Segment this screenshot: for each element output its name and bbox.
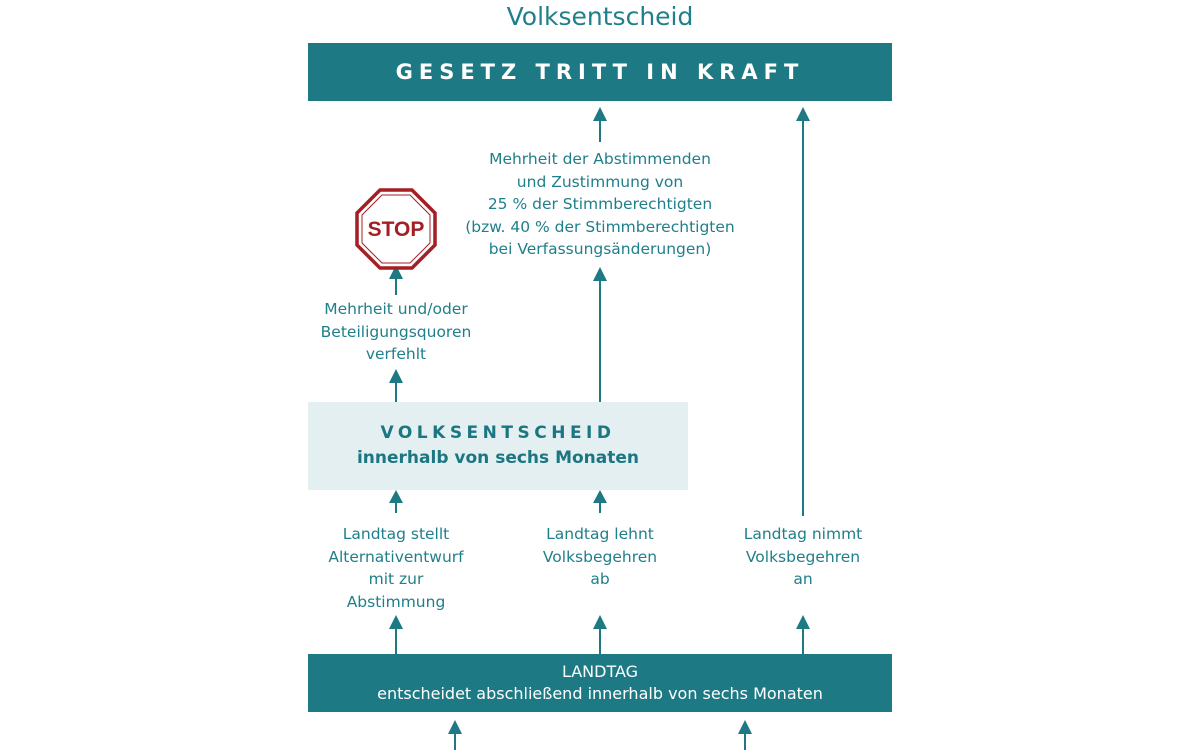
option-line: Landtag nimmt xyxy=(743,525,863,543)
arrow-accept-to-law xyxy=(796,107,810,516)
arrow-landtag-to-accept xyxy=(796,615,810,654)
condition-pass-line: und Zustimmung von xyxy=(516,172,684,191)
referendum-box xyxy=(308,402,688,490)
arrow-input-right xyxy=(738,720,752,750)
arrow-referendum-to-fail xyxy=(389,369,403,402)
arrow-alternative-to-referendum xyxy=(389,490,403,513)
option-line: Volksbegehren xyxy=(745,547,861,566)
option-line: Abstimmung xyxy=(346,592,446,611)
arrow-landtag-to-alternative xyxy=(389,615,403,654)
landtag-box xyxy=(308,654,892,712)
condition-pass-line: bei Verfassungsänderungen) xyxy=(488,240,712,258)
law-enters-force-label: GESETZ TRITT IN KRAFT xyxy=(395,60,805,84)
arrow-pass-to-law xyxy=(593,107,607,142)
landtag-heading: LANDTAG xyxy=(561,662,639,681)
diagram-title: Volksentscheid xyxy=(506,2,694,31)
stop-sign-label: STOP xyxy=(367,218,425,241)
option-reject xyxy=(500,523,700,591)
option-line: Alternativentwurf xyxy=(328,547,464,566)
option-line: ab xyxy=(590,570,610,588)
arrow-reject-to-referendum xyxy=(593,490,607,513)
option-line: Landtag stellt xyxy=(342,525,450,543)
condition-fail-line: verfehlt xyxy=(365,345,427,363)
referendum-heading: VOLKSENTSCHEID xyxy=(380,423,616,443)
arrow-input-left xyxy=(448,720,462,750)
condition-fail-line: Beteiligungsquoren xyxy=(320,322,472,341)
stop-sign-icon xyxy=(357,190,435,268)
landtag-subheading: entscheidet abschließend innerhalb von sechs Monaten xyxy=(377,684,823,703)
condition-pass-line: (bzw. 40 % der Stimmberechtigten xyxy=(465,217,735,236)
option-alternative-draft xyxy=(296,523,496,613)
option-accept xyxy=(703,523,903,591)
arrow-referendum-to-pass xyxy=(593,267,607,402)
referendum-subheading: innerhalb von sechs Monaten xyxy=(356,448,639,468)
option-line: Landtag lehnt xyxy=(546,525,654,543)
condition-fail-line: Mehrheit und/oder xyxy=(324,300,468,318)
arrow-landtag-to-reject xyxy=(593,615,607,654)
condition-pass-line: Mehrheit der Abstimmenden xyxy=(489,150,711,168)
condition-majority-pass xyxy=(440,148,760,261)
condition-majority-fail xyxy=(296,298,496,366)
condition-pass-line: 25 % der Stimmberechtigten xyxy=(487,195,713,213)
option-line: an xyxy=(793,570,813,588)
option-line: mit zur xyxy=(368,570,424,588)
option-line: Volksbegehren xyxy=(542,547,658,566)
